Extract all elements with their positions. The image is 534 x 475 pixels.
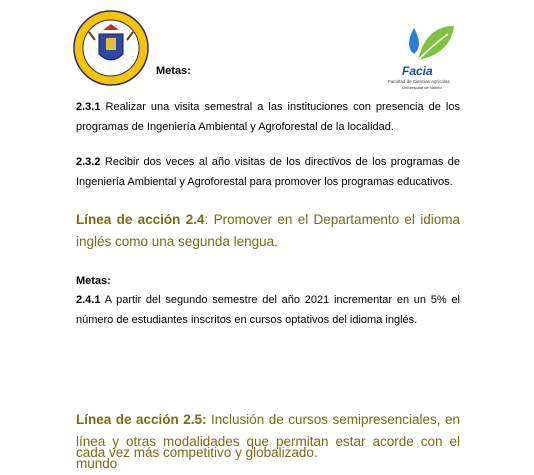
goal-text: Recibir dos veces al año visitas de los directivos de los programas de Ingeniería Ambiental y Agroforestal para promover los programas educativos. — [76, 156, 460, 188]
svg-text:Universidad de Nariño: Universidad de Nariño — [402, 85, 442, 90]
action-line-2-5 — [76, 409, 460, 475]
facia-logo — [382, 20, 482, 90]
university-seal-logo — [73, 10, 149, 86]
metas-label-2: Metas: — [76, 275, 111, 287]
goal-2-4-1 — [76, 290, 460, 330]
goal-number: 2.4.1 — [76, 294, 101, 306]
goal-number: 2.3.1 — [76, 101, 101, 113]
goal-2-3-2 — [76, 152, 460, 192]
action-line-label: Línea de acción 2.5: — [76, 412, 207, 427]
metas-label: Metas: — [156, 65, 191, 77]
svg-text:Facultad de Ciencias Agrícolas: Facultad de Ciencias Agrícolas — [388, 79, 450, 84]
goal-number: 2.3.2 — [76, 156, 101, 168]
goal-2-3-1 — [76, 97, 460, 137]
svg-text:Facia: Facia — [402, 64, 433, 78]
action-line-text: Inclusión de cursos semipresenciales, en línea y otras modalidades que permitan estar acorde con el mundo — [76, 412, 460, 471]
goal-text: A partir del segundo semestre del año 2021 incrementar en un 5% el número de estudiantes inscritos en cursos optativos del idioma inglés. — [76, 294, 460, 326]
goal-text: Realizar una visita semestral a las instituciones con presencia de los programas de Ingeniería Ambiental y Agroforestal de la localidad. — [76, 101, 460, 133]
action-line-2-4 — [76, 209, 460, 253]
action-line-text: : Promover en el Departamento el idioma inglés como una segunda lengua. — [76, 212, 460, 249]
cut-off-text: cada vez más competitivo y globalizado. — [76, 446, 318, 460]
action-line-label: Línea de acción 2.4 — [76, 212, 205, 227]
cut-off-line — [76, 446, 460, 462]
